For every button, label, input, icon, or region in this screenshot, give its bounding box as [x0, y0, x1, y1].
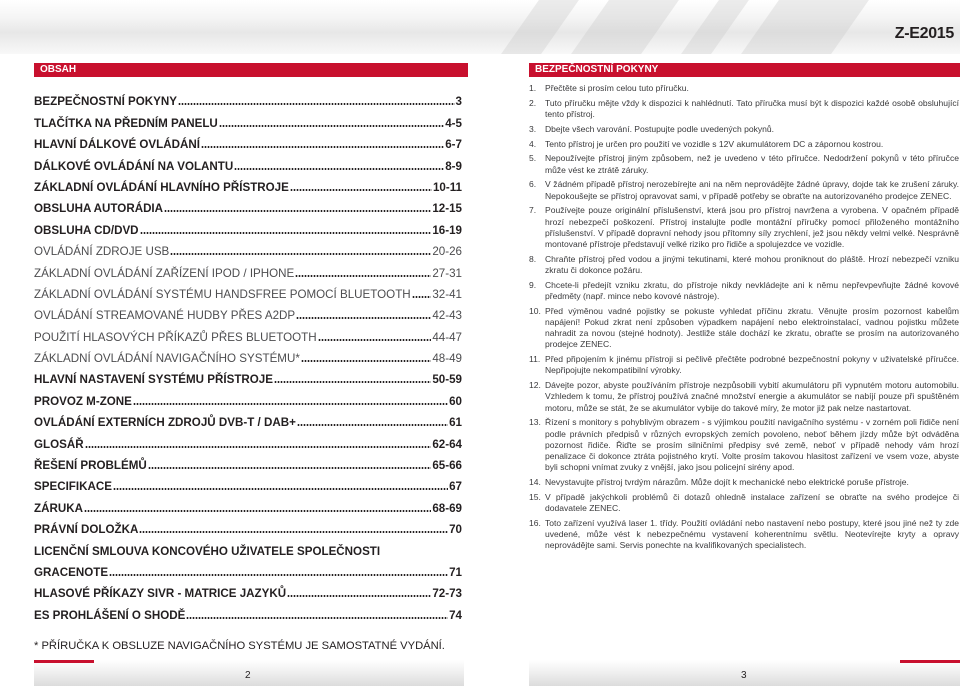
safety-item-text: Před připojením k jinému přístroji si pečlivě přečtěte podrobné bezpečnostní pokyny v uživatelské příručce. Nepřipojujte nekompatibilní výrobky. [545, 354, 959, 376]
safety-item [529, 124, 959, 135]
toc-leader-dots [301, 360, 431, 362]
safety-item-text: V žádném případě přístroj nerozebírejte ani na něm neprovádějte žádné úpravy, dojde tak ke zrušení záruky. Nepokoušejte se přístroj opravovat sami, v případě potřeby se obraťte na autorizovaného prodejce ZENEC. [545, 179, 959, 201]
safety-item-number: 7. [529, 205, 537, 216]
safety-item-text: Používejte pouze originální příslušenství, která jsou pro přístroj navržena a vyrobena. V opačném případě hrozí nebezpečí poškození. Přístroj instalujte podle montážní příručky pomocí přiloženého montážního příslušenství. V případě dopravní nehody jsou přítomny síly zrychlení, jež jsou někdy velmi velké. Nesprávně montované přístroje představují velké riziko pro řidiče a spolujezdce ve vozidle. [545, 205, 959, 249]
safety-item [529, 139, 959, 150]
right-footer-accent [900, 660, 960, 663]
toc-leader-dots [148, 467, 432, 469]
toc-entry-title: ZÁKLADNÍ OVLÁDÁNÍ HLAVNÍHO PŘÍSTROJE [34, 180, 289, 194]
header-stripe [571, 0, 679, 54]
toc-entry-title: SPECIFIKACE [34, 480, 112, 494]
safety-item-text: Chraňte přístroj před vodou a jinými tekutinami, které mohou proniknout do pláště. Hrozí nebezpečí vzniku zkratu či dokonce požáru. [545, 253, 959, 275]
safety-item [529, 354, 959, 376]
toc-entry-title: ŘEŠENÍ PROBLÉMŮ [34, 459, 147, 473]
toc-entry-page: 4-5 [445, 116, 462, 130]
toc-entry-page: 10-11 [432, 180, 462, 194]
safety-item [529, 417, 959, 473]
safety-item-number: 12. [529, 380, 541, 391]
toc-leader-dots [290, 189, 432, 191]
toc-entry-page: 42-43 [432, 309, 462, 323]
toc-entry-title: ZÁRUKA [34, 501, 83, 515]
toc-leader-dots [140, 232, 432, 234]
toc-entry[interactable] [34, 108, 462, 129]
safety-item [529, 477, 959, 488]
toc-entry[interactable] [34, 215, 462, 236]
toc-leader-dots [133, 403, 448, 405]
toc-leader-dots [109, 574, 448, 576]
toc-entry-page: 20-26 [432, 245, 462, 259]
toc-entry[interactable] [34, 87, 462, 108]
toc-entry-title: OBSLUHA AUTORÁDIA [34, 202, 164, 216]
safety-item-number: 5. [529, 153, 537, 164]
page-number-left: 2 [245, 670, 251, 681]
safety-item-text: Dbejte všech varování. Postupujte podle uvedených pokynů. [545, 123, 775, 134]
toc-entry[interactable] [34, 408, 462, 429]
toc-heading: OBSAH [34, 63, 468, 77]
toc-entry-title: DÁLKOVÉ OVLÁDÁNÍ NA VOLANTU [34, 159, 234, 173]
toc-entry[interactable] [34, 600, 462, 621]
toc-entry[interactable] [34, 515, 462, 536]
toc-leader-dots [297, 424, 448, 426]
safety-item-text: Přečtěte si prosím celou tuto příručku. [545, 83, 689, 93]
safety-item [529, 98, 959, 120]
toc-leader-dots [295, 275, 431, 277]
toc-entry-page: 48-49 [432, 352, 462, 366]
navigation-manual-note: * PŘÍRUČKA K OBSLUZE NAVIGAČNÍHO SYSTÉMU JE SAMOSTATNÉ VYDÁNÍ. [34, 640, 445, 652]
toc-leader-dots [234, 168, 444, 170]
toc-entry-title: PRÁVNÍ DOLOŽKA [34, 523, 139, 537]
safety-item-number: 4. [529, 138, 537, 149]
toc-entry-title: HLAVNÍ DÁLKOVÉ OVLÁDÁNÍ [34, 138, 200, 152]
header-stripe [741, 0, 869, 54]
toc-entry-title: OVLÁDÁNÍ EXTERNÍCH ZDROJŮ DVB-T / DAB+ [34, 416, 296, 430]
toc-entry-page: 6-7 [445, 138, 462, 152]
toc-entry-page: 62-64 [432, 437, 462, 451]
toc-leader-dots [287, 595, 431, 597]
toc-leader-dots [84, 510, 431, 512]
toc-leader-dots [164, 210, 431, 212]
safety-item [529, 254, 959, 276]
toc-entry[interactable] [34, 258, 462, 279]
toc-entry-title: ZÁKLADNÍ OVLÁDÁNÍ NAVIGAČNÍHO SYSTÉMU* [34, 352, 300, 366]
toc-entry-title: OVLÁDÁNÍ ZDROJE USB [34, 245, 170, 259]
toc-entry[interactable] [34, 579, 462, 600]
toc-entry[interactable] [34, 130, 462, 151]
toc-entry-page: 12-15 [432, 202, 462, 216]
safety-item [529, 306, 959, 351]
toc-entry[interactable] [34, 451, 462, 472]
toc-entry[interactable] [34, 194, 462, 215]
safety-item-text: Nevystavujte přístroj tvrdým nárazům. Může dojít k mechanické nebo elektrické poruše přístroje. [545, 477, 909, 488]
safety-item-number: 14. [529, 477, 541, 488]
safety-item-text: Řízení s monitory s pohyblivým obrazem - s výjimkou použití navigačního systému - v zorném poli řidiče není podle právních předpisů v různých evropských zemích povoleno, neboť během jízdy může být odváděna pozornost řidiče. Řiďte se prosím silničními předpisy své země, neboť v případě nehody vám hrozí penalizace či dokonce ztráta pojistného krytí. Volte prosím takovou hlasitost zařízení ve vsem voze, abyste byli schopni vnímat zvuky z vnější, jako jsou policejní sirény apod. [545, 417, 959, 473]
safety-item-number: 9. [529, 279, 537, 290]
safety-item-number: 11. [529, 354, 541, 365]
toc-entry[interactable] [34, 386, 462, 407]
toc-entry[interactable] [34, 536, 462, 557]
safety-item [529, 205, 959, 250]
toc-entry-page: 67 [449, 480, 462, 494]
safety-item-number: 3. [529, 123, 537, 134]
toc-entry[interactable] [34, 429, 462, 450]
page-number-right: 3 [741, 670, 747, 681]
toc-entry-page: 74 [449, 608, 462, 622]
toc-entry-page: 44-47 [432, 330, 462, 344]
safety-item-text: Chcete-li předejít vzniku zkratu, do přístroje nikdy nevkládejte ani k němu nepřevpevňujte žádné kovové předměty (např. mince nebo kovové nástroje). [545, 279, 959, 301]
toc-entry-page: 16-19 [432, 223, 462, 237]
toc-entry-title: OVLÁDÁNÍ STREAMOVANÉ HUDBY PŘES A2DP [34, 309, 296, 323]
toc-entry-page: 60 [449, 394, 462, 408]
safety-item [529, 83, 959, 94]
toc-entry[interactable] [34, 365, 462, 386]
toc-entry-page: 8-9 [445, 159, 462, 173]
toc-entry[interactable] [34, 472, 462, 493]
toc-entry-page: 3 [455, 95, 462, 109]
toc-entry-title: OBSLUHA CD/DVD [34, 223, 139, 237]
toc-entry[interactable] [34, 301, 462, 322]
toc-entry-title: ZÁKLADNÍ OVLÁDÁNÍ SYSTÉMU HANDSFREE POMOCÍ BLUETOOTH [34, 287, 411, 301]
safety-instructions [529, 83, 959, 555]
toc-entry-title: HLAVNÍ NASTAVENÍ SYSTÉMU PŘÍSTROJE [34, 373, 273, 387]
toc-entry-page: 27-31 [432, 266, 462, 280]
toc-leader-dots [219, 125, 444, 127]
toc-entry-page: 61 [449, 416, 462, 430]
page-header [0, 0, 960, 54]
safety-item-text: Dávejte pozor, abyste používáním přístroje nezpůsobili vybití akumulátoru při vypnutém motoru automobilu. Vzhledem k tomu, že přístroj používá značné množství energie a akumulátor se nabíjí pouze při spuštěném motoru, může se stát, že se akumulátor vybije do takové míry, že motor již pak nelze nastartovat. [545, 380, 959, 413]
safety-item-number: 2. [529, 97, 537, 108]
toc-leader-dots [85, 446, 432, 448]
safety-item-text: Před výměnou vadné pojistky se pokuste vyhledat příčinu zkratu. Věnujte prosím pozornost kabelům napájení! Pokud zkrat není způsoben výpadkem napájení nebo elektroinstalací, vadnou pojistku můžete nahradit za novou (stejné hodnoty). Jestliže stále dochází ke zkratu, obraťte se prosím na autorizovaného prodejce ZENEC. [545, 305, 959, 350]
safety-item [529, 518, 959, 552]
safety-item-number: 13. [529, 417, 541, 428]
safety-item-text: Tento přístroj je určen pro použití ve vozidle s 12V akumulátorem DC a zápornou kostrou. [545, 138, 884, 149]
brand-model: Z-E2015 [894, 25, 954, 42]
toc-entry-title: GLOSÁŘ [34, 437, 84, 451]
toc-entry[interactable] [34, 493, 462, 514]
safety-item [529, 179, 959, 201]
toc-leader-dots [113, 488, 448, 490]
toc-leader-dots [170, 253, 431, 255]
toc-leader-dots [139, 531, 448, 533]
toc-entry-title: PROVOZ M-ZONE [34, 394, 132, 408]
safety-item-text: Tuto příručku mějte vždy k dispozici k nahlédnutí. Tato příručka musí být k dispozici každé osobě obsluhující tento přístroj. [545, 97, 959, 119]
toc-leader-dots [318, 339, 432, 341]
toc-leader-dots [186, 617, 448, 619]
toc-entry-page: 65-66 [432, 459, 462, 473]
toc-leader-dots [178, 103, 455, 105]
safety-item-number: 1. [529, 83, 537, 93]
toc-entry-title: TLAČÍTKA NA PŘEDNÍM PANELU [34, 116, 218, 130]
toc-entry[interactable] [34, 344, 462, 365]
left-footer-accent [34, 660, 94, 663]
toc-entry[interactable] [34, 558, 462, 579]
toc-entry-title: ES PROHLÁŠENÍ O SHODĚ [34, 608, 186, 622]
safety-item-text: Toto zařízení využívá laser 1. třídy. Použití ovládání nebo nastavení nebo postupy, které jsou jiné než ty zde uvedené, může vést k nebezpečnému vystavení koherentnímu světlu. Neotevírejte kryty a opravy neprovádějte sami. Servis ponechte na kvalifikovaných specialistech. [545, 517, 959, 551]
header-stripe [501, 0, 579, 54]
toc-leader-dots [274, 381, 431, 383]
header-stripe [681, 0, 749, 54]
safety-item [529, 280, 959, 302]
safety-item-number: 15. [529, 491, 541, 502]
toc-entry[interactable] [34, 173, 462, 194]
safety-item [529, 492, 959, 514]
toc-leader-dots [412, 296, 432, 298]
safety-item-text: Nepoužívejte přístroj jiným způsobem, než je uvedeno v této příručce. Nedodržení pokynů v této příručce může vést ke ztrátě záruky. [545, 153, 959, 175]
table-of-contents [34, 87, 462, 622]
toc-entry-title: GRACENOTE [34, 565, 109, 579]
toc-leader-dots [201, 146, 444, 148]
toc-entry-page: 32-41 [432, 287, 462, 301]
toc-entry[interactable] [34, 280, 462, 301]
toc-entry[interactable] [34, 237, 462, 258]
toc-entry-title: BEZPEČNOSTNÍ POKYNY [34, 95, 178, 109]
toc-entry-title: ZÁKLADNÍ OVLÁDÁNÍ ZAŘÍZENÍ IPOD / IPHONE [34, 266, 295, 280]
toc-entry-page: 70 [449, 523, 462, 537]
safety-item-text: V případě jakýchkoli problémů či dotazů ohledně instalace zařízení se obraťte na svého prodejce či dodavatele ZENEC. [545, 491, 959, 514]
toc-entry-page: 68-69 [432, 501, 462, 515]
toc-entry-title: POUŽITÍ HLASOVÝCH PŘÍKAZŮ PŘES BLUETOOTH [34, 330, 317, 344]
safety-item-number: 8. [529, 253, 537, 264]
toc-leader-dots [296, 317, 431, 319]
safety-item-number: 16. [529, 517, 541, 528]
toc-entry-title: HLASOVÉ PŘÍKAZY SIVR - MATRICE JAZYKŮ [34, 587, 287, 601]
safety-item [529, 380, 959, 414]
safety-heading: BEZPEČNOSTNÍ POKYNY [529, 63, 960, 77]
toc-entry[interactable] [34, 151, 462, 172]
safety-item [529, 153, 959, 175]
toc-entry-page: 71 [449, 565, 462, 579]
toc-entry[interactable] [34, 322, 462, 343]
toc-entry-page: 50-59 [432, 373, 462, 387]
safety-item-number: 10. [529, 305, 541, 316]
toc-entry-title: LICENČNÍ SMLOUVA KONCOVÉHO UŽIVATELE SPOLEČNOSTI [34, 544, 381, 558]
toc-entry-page: 72-73 [432, 587, 462, 601]
safety-item-number: 6. [529, 179, 537, 190]
